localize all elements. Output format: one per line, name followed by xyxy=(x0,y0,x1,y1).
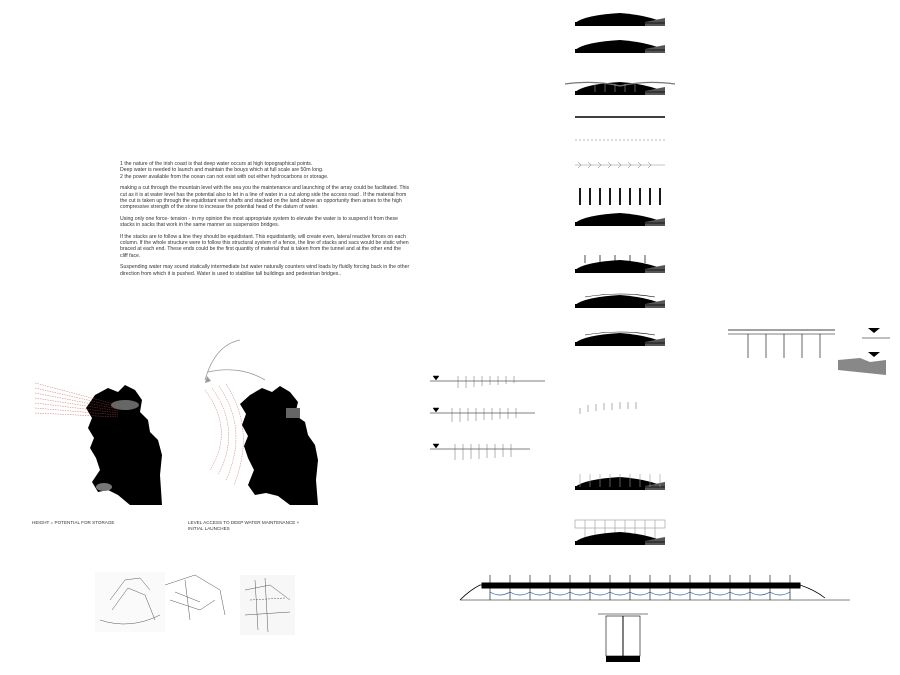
island-silhouette-right xyxy=(240,386,318,505)
water-level-diagrams xyxy=(430,376,545,460)
paragraph-2: making a cut through the mountain level with the sea you the maintenance and launching of the array could be facilitated. This cut as it is at water level has the potential also to let in a line of water in a cut along side the access road . If the material from the cut is taken up through the equidistant vent shafts and stacked on the land above an opportunity then arises to the high compressive strength of the stone to increase the potential head of the datum of water. xyxy=(120,185,410,211)
paragraph-4: If the stacks are to follow a line they should be equidistant. This equidistantly, will create even, lateral reactive forces on each column. If the whole structure were to follow this structural system of a fence, the line of stacks and sacs would be static when braced at each end. These ends could be the first quantity of material that is taken from the tunnel and at the other end the cliff face. xyxy=(120,233,409,259)
caption-level-access: LEVEL ACCESS TO DEEP WATER MAINTENANCE + INITIAL LAUNCHES xyxy=(188,520,300,531)
column-detail xyxy=(598,614,648,662)
sketches xyxy=(95,572,295,635)
island-map-right xyxy=(205,340,318,505)
section-series xyxy=(565,13,675,545)
paragraph-5: Suspending water may sound statically intermediate but water naturally counters wind loads by fluidly forcing back in the other direction from which it is pushed. Water is used to stabilise tall buildings and pedestrian bridges.. xyxy=(120,264,410,277)
long-elevation xyxy=(460,575,850,600)
paragraph-3: Using only one force- tension - in my opinion the most appropriate system to elevate the water is to suspend it from these stacks in sacks that work in the same manner as suspension bridges. xyxy=(120,215,398,229)
paragraph-1: 1 the nature of the irish coast is that deep water occurs at high topographical points. Deep water is needed to launch and maintain the bouys which at full scale are 50m long. 2 the power available from the ocean can not exist with out either hydrocarbons or storage. xyxy=(120,161,329,180)
detail-section-right xyxy=(728,328,890,375)
caption-height-storage: HEIGHT = POTENTIAL FOR STORAGE xyxy=(32,520,115,525)
island-map-left xyxy=(35,383,162,505)
